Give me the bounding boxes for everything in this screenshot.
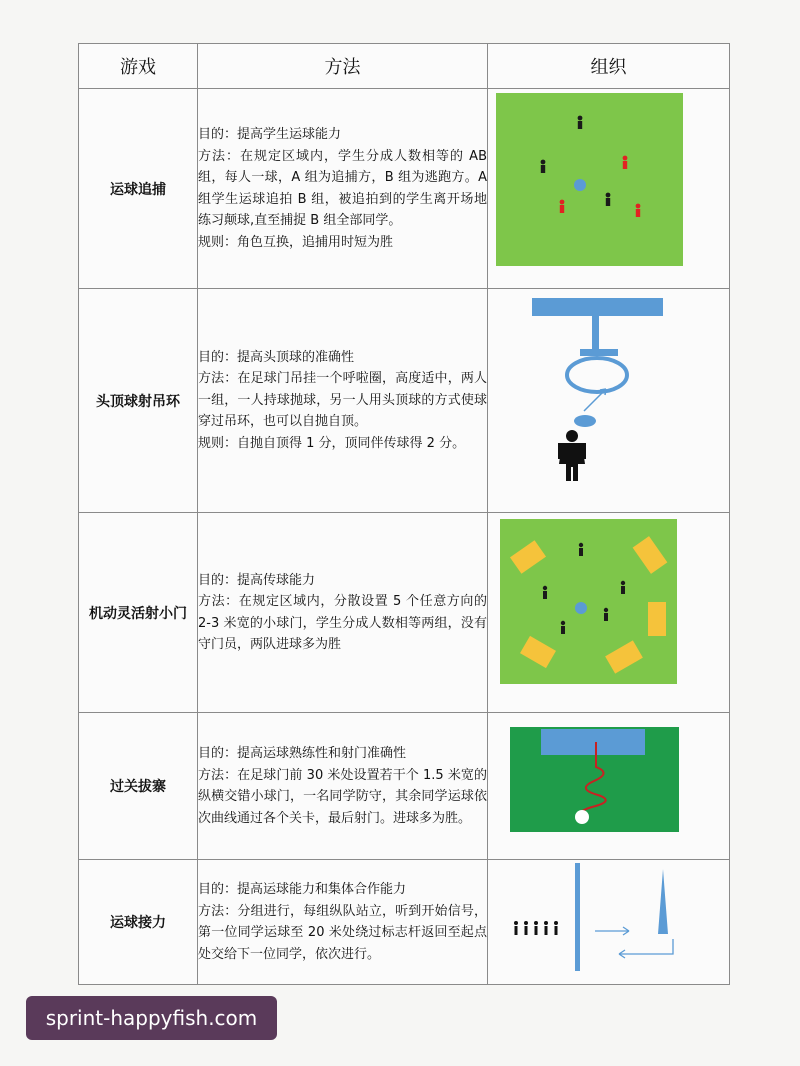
game-name: 机动灵活射小门 — [79, 513, 198, 713]
player-icon — [604, 608, 608, 621]
arrow-icon — [619, 939, 673, 958]
player-icon — [561, 621, 565, 634]
header-game: 游戏 — [79, 44, 198, 89]
game-method — [198, 860, 488, 985]
player-icon — [623, 156, 628, 169]
watermark-badge: sprint-happyfish.com — [26, 996, 277, 1040]
player-icon — [558, 430, 586, 481]
player-icon — [544, 921, 548, 935]
method-text: 方法：在规定区域内，学生分成人数相等的 AB 组，每人一球，A 组为追捕方，B 组为逃跑方。A 组学生运球追拍 B 组，被追拍到的学生离开场地练习颠球,直至捕捉 B 组全部同学。 — [198, 148, 487, 228]
table-row — [79, 860, 730, 985]
game-name: 运球追捕 — [79, 89, 198, 289]
player-icon — [524, 921, 528, 935]
method-text: 方法：在足球门前 30 米处设置若干个 1.5 米宽的纵横交错小球门，一名同学防守，其余同学运球依次曲线通过各个关卡，最后射门。进球多为胜。 — [198, 767, 487, 826]
method-text: 方法：在规定区域内，分散设置 5 个任意方向的 2-3 米宽的小球门，学生分成人数相等两组，没有守门员，两队进球多为胜 — [198, 594, 487, 652]
player-icon — [579, 543, 583, 556]
player-icon — [541, 160, 546, 173]
games-table — [78, 43, 730, 985]
game-method — [198, 513, 488, 713]
ball-icon — [574, 415, 596, 427]
game-method — [198, 713, 488, 860]
player-icon — [534, 921, 538, 935]
small-goal — [648, 602, 666, 636]
field-area — [496, 93, 683, 266]
goal-icon — [541, 729, 645, 755]
player-queue — [514, 921, 558, 935]
ball-icon — [574, 179, 586, 191]
player-icon — [554, 921, 558, 935]
purpose-text: 目的：提高传球能力 — [198, 572, 316, 588]
purpose-text: 目的：提高学生运球能力 — [198, 127, 342, 142]
game-name: 过关拔寨 — [79, 713, 198, 860]
purpose-text: 目的：提高运球能力和集体合作能力 — [198, 882, 407, 897]
diagram-relay — [488, 860, 730, 985]
rule-text: 规则：角色互换，追捕用时短为胜 — [198, 234, 394, 250]
game-method — [198, 89, 488, 289]
player-icon — [578, 116, 583, 129]
table-row — [79, 89, 730, 289]
arrow-icon — [595, 927, 629, 935]
player-icon — [543, 586, 547, 599]
ball-icon — [575, 602, 587, 614]
player-icon — [560, 200, 565, 213]
header-organization: 组织 — [488, 44, 730, 89]
table-row — [79, 513, 730, 713]
diagram-small-goals — [488, 513, 730, 713]
game-method — [198, 289, 488, 513]
goal-rope — [580, 349, 618, 356]
start-line — [575, 863, 580, 971]
method-text: 方法：分组进行，每组纵队站立，听到开始信号，第一位同学运球至 20 米处绕过标志杆返回至起点处交给下一位同学，依次进行。 — [198, 903, 487, 962]
goal-icon — [532, 298, 663, 316]
goal-rope — [592, 316, 599, 352]
table-header — [79, 44, 730, 89]
game-name: 头顶球射吊环 — [79, 289, 198, 513]
ball-icon — [575, 810, 589, 824]
player-icon — [514, 921, 518, 935]
player-icon — [606, 193, 611, 206]
player-icon — [636, 204, 641, 217]
header-method: 方法 — [198, 44, 488, 89]
flag-pole-icon — [658, 869, 668, 934]
table-row — [79, 713, 730, 860]
diagram-header-hoop — [488, 289, 730, 513]
player-icon — [621, 581, 625, 594]
game-name: 运球接力 — [79, 860, 198, 985]
diagram-dribble-chase — [488, 89, 730, 289]
diagram-pass-gates — [488, 713, 730, 860]
purpose-text: 目的：提高运球熟练性和射门准确性 — [198, 746, 407, 761]
hoop-icon — [567, 358, 627, 392]
method-text: 方法：在足球门吊挂一个呼啦圈，高度适中，两人一组，一人持球抛球，另一人用头顶球的方式使球穿过吊环，也可以自抛自顶。 — [198, 371, 487, 430]
table-row — [79, 289, 730, 513]
purpose-text: 目的：提高头顶球的准确性 — [198, 349, 355, 365]
rule-text: 规则：自抛自顶得 1 分，顶同伴传球得 2 分。 — [198, 435, 466, 451]
